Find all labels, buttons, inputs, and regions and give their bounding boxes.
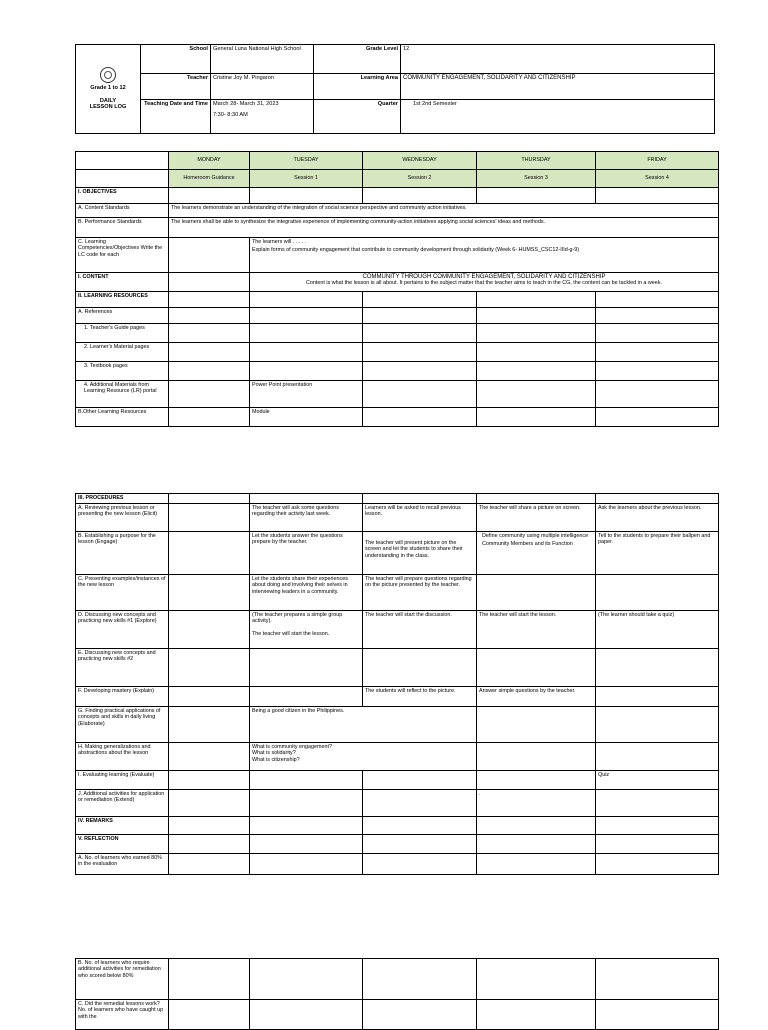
textbook-pages-label: 3. Textbook pages xyxy=(76,362,169,381)
session-4: Session 4 xyxy=(596,170,719,188)
day-wednesday: WEDNESDAY xyxy=(363,152,477,170)
learning-area-value: COMMUNITY ENGAGEMENT, SOLIDARITY AND CITIZENSHIP xyxy=(401,74,715,100)
teaching-date-label: Teaching Date and Time xyxy=(141,100,211,134)
school-value: General Luna National High School xyxy=(211,45,314,74)
proc-b-thursday-2: Community Members and its Function xyxy=(482,541,573,548)
additional-materials-label: 4. Additional Materials from Learning Resource (LR) portal xyxy=(76,381,169,408)
proc-d-tuesday-2: The teacher will start the lesson. xyxy=(252,630,330,637)
day-monday: MONDAY xyxy=(169,152,250,170)
proc-b-thursday xyxy=(477,532,596,575)
corner-cell xyxy=(76,152,169,170)
lesson-table-bottom xyxy=(75,958,719,1030)
proc-h-tuesday xyxy=(250,743,477,771)
proc-a-label: A. Reviewing previous lesson or presenting the new lesson (Elicit) xyxy=(76,504,169,532)
session-2: Session 2 xyxy=(363,170,477,188)
proc-i-friday: Quiz xyxy=(596,771,719,790)
day-thursday: THURSDAY xyxy=(477,152,596,170)
session-3: Session 3 xyxy=(477,170,596,188)
proc-i-label: I. Evaluating learning (Evaluate) xyxy=(76,771,169,790)
proc-j-label: J. Additional activities for application or remediation (Extend) xyxy=(76,790,169,817)
proc-d-label: D. Discussing new concepts and practicing new skills #1 (Explore) xyxy=(76,611,169,649)
proc-d-tuesday-1: (The teacher prepares a simple group activity). xyxy=(252,612,343,625)
competencies-text xyxy=(250,238,719,273)
proc-h-label: H. Making generalizations and abstractions about the lesson xyxy=(76,743,169,771)
lesson-table-top xyxy=(75,151,719,427)
day-tuesday: TUESDAY xyxy=(250,152,363,170)
competencies-intro: The learners will . . . . . xyxy=(252,239,307,245)
log-title: DAILY LESSON LOG xyxy=(89,97,127,111)
proc-c-wednesday: The teacher will prepare questions regarding on the picture presented by the teacher. xyxy=(363,575,477,611)
proc-b-tuesday: Let the students answer the questions prepare by the teacher. xyxy=(250,532,363,575)
proc-h-q1: What is community engagement? xyxy=(252,744,332,750)
grade-level-value: 12 xyxy=(401,45,715,74)
proc-c-tuesday: Let the students share their experiences about doing and involving their selves in interviewing leaders in a community. xyxy=(250,575,363,611)
teacher-label: Teacher xyxy=(141,74,211,100)
proc-j-thursday: . xyxy=(477,790,596,817)
learning-area-label: Learning Area xyxy=(314,74,401,100)
deped-seal-icon xyxy=(100,67,116,83)
grade-level-label: Grade Level xyxy=(314,45,401,74)
quarter-label: Quarter xyxy=(314,100,401,134)
proc-a-thursday: The teacher will share a picture on screen. xyxy=(477,504,596,532)
proc-f-label: F. Developing mastery (Explain) xyxy=(76,687,169,707)
time-range: 7:30- 8:30 AM xyxy=(213,112,248,119)
performance-standards-text: The learners shall be able to synthesize the integrative experience of implementing community-action initiatives applying social sciences' ideas and methods. xyxy=(169,218,719,238)
reflection-a-label: A. No. of learners who earned 80% in the evaluation xyxy=(76,854,169,875)
proc-h-q2: What is solidarity? xyxy=(252,750,296,757)
proc-b-thursday-1: Define community using multiple intelligence xyxy=(482,533,589,539)
day-friday: FRIDAY xyxy=(596,152,719,170)
content-title: COMMUNITY THROUGH COMMUNITY ENGAGEMENT, SOLIDARITY AND CITIZENSHIP xyxy=(362,274,606,280)
proc-g-tuesday: Being a good citizen in the Philippines. xyxy=(250,707,477,743)
proc-g-label: G. Finding practical applications of concepts and skills in daily living (Elaborate) xyxy=(76,707,169,743)
proc-b-label: B. Establishing a purpose for the lesson (Engage) xyxy=(76,532,169,575)
session-homeroom: Homeroom Guidance xyxy=(169,170,250,188)
header-table xyxy=(75,44,715,134)
proc-a-friday: Ask the learners about the previous lesson. xyxy=(596,504,719,532)
content-note: Content is what the lesson is all about. It pertains to the subject matter that the teacher aims to teach in the CG, the content can be tackled in a week. xyxy=(306,280,662,287)
proc-h-q3: What is citizenship? xyxy=(252,756,300,763)
learners-material-label: 2. Learner's Material pages xyxy=(76,343,169,362)
proc-a-tuesday: The teacher will ask some questions regarding their activity last week. xyxy=(250,504,363,532)
competencies-detail: Explain forms of community engagement that contribute to community development through solidarity (Week 6- HUMSS_CSC12-IIId-g-9) xyxy=(252,247,580,254)
teachers-guide-label: 1. Teacher's Guide pages xyxy=(76,324,169,343)
proc-d-wednesday: The teacher will start the discussion. xyxy=(363,611,477,649)
grade-range: Grade 1 to 12 xyxy=(90,85,126,92)
lesson-table-procedures xyxy=(75,493,719,875)
date-range: March 28- March 31, 2023 xyxy=(213,101,279,107)
objectives-heading: I. OBJECTIVES xyxy=(76,188,169,204)
proc-f-thursday: Answer simple questions by the teacher. xyxy=(477,687,596,707)
proc-f-wednesday: The students will reflect to the picture. xyxy=(363,687,477,707)
content-standards-label: A. Content Standards xyxy=(76,204,169,218)
proc-c-label: C. Presenting examples/instances of the new lesson xyxy=(76,575,169,611)
teacher-value: Cristine Joy M. Pingaron xyxy=(211,74,314,100)
content-standards-text: The learners demonstrate an understanding of the integration of social science perspective and community action initiatives. xyxy=(169,204,719,218)
content-text xyxy=(250,273,719,292)
proc-b-wednesday: The teacher will present picture on the screen and let the students to share their understanding in the class. xyxy=(363,532,477,575)
school-label: School xyxy=(141,45,211,74)
proc-a-wednesday: Learners will be asked to recall previous lesson. xyxy=(363,504,477,532)
reflection-heading: V. REFLECTION xyxy=(76,835,169,854)
deped-logo-cell xyxy=(76,45,141,134)
content-heading: I. CONTENT xyxy=(76,273,169,292)
learning-resources-heading: II. LEARNING RESOURCES xyxy=(76,292,169,308)
references-label: A. References xyxy=(76,308,169,324)
proc-d-tuesday xyxy=(250,611,363,649)
other-resources-value: Module xyxy=(250,408,363,427)
other-resources-label: B.Other Learning Resources xyxy=(76,408,169,427)
remarks-heading: IV. REMARKS xyxy=(76,817,169,835)
reflection-b-label: B. No. of learners who require additional activities for remediation who scored below 80% xyxy=(76,959,169,1000)
reflection-c-label: C. Did the remedial lessons work? No. of learners who have caught up with the xyxy=(76,1000,169,1030)
quarter-value: 1st 2nd Semester xyxy=(401,100,715,134)
proc-b-friday: Tell to the students to prepare their ballpen and paper. xyxy=(596,532,719,575)
session-1: Session 1 xyxy=(250,170,363,188)
procedures-heading: III. PROCEDURES xyxy=(76,494,169,504)
performance-standards-label: B. Performance Standards xyxy=(76,218,169,238)
proc-d-friday: (The learner should take a quiz) xyxy=(596,611,719,649)
teaching-date-value xyxy=(211,100,314,134)
corner-cell xyxy=(76,170,169,188)
proc-d-thursday: The teacher will start the lesson. xyxy=(477,611,596,649)
proc-e-label: E. Discussing new concepts and practicing new skills #2 xyxy=(76,649,169,687)
competencies-label: C. Learning Competencies/Objectives Write the LC code for each xyxy=(76,238,169,273)
additional-materials-value: Power Point presentation xyxy=(250,381,363,408)
